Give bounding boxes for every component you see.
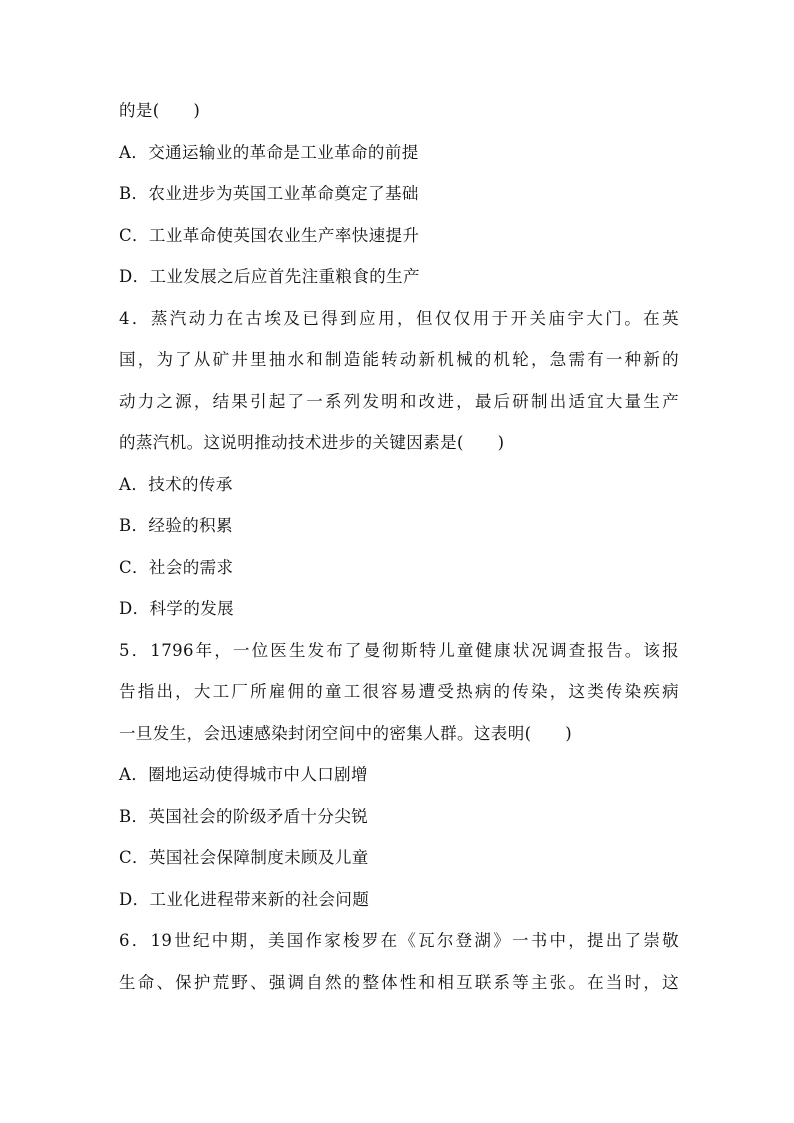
- question-4-stem-line-2: 国，为了从矿井里抽水和制造能转动新机械的机轮，急需有一种新的: [119, 350, 679, 369]
- question-4-option-d: D．科学的发展: [119, 599, 235, 618]
- question-5-option-a: A．圈地运动使得城市中人口剧增: [119, 765, 368, 784]
- question-3-option-a: A．交通运输业的革命是工业革命的前提: [119, 142, 419, 162]
- question-5-stem-line-2: 告指出，大工厂所雇佣的童工很容易遭受热病的传染，这类传染疾病: [119, 682, 679, 701]
- question-4-stem-line-3: 动力之源，结果引起了一系列发明和改进，最后研制出适宜大量生产: [119, 391, 679, 411]
- question-5-stem-line-1: 5．1796年，一位医生发布了曼彻斯特儿童健康状况调查报告。该报: [119, 640, 679, 660]
- question-5-option-c: C．英国社会保障制度未顾及儿童: [119, 848, 369, 867]
- question-6-stem-line-1: 6．19世纪中期，美国作家梭罗在《瓦尔登湖》一书中，提出了崇敬: [119, 931, 679, 950]
- question-5-stem-line-3: 一旦发生，会迅速感染封闭空间中的密集人群。这表明( ): [119, 723, 573, 743]
- question-text-body: [119, 101, 679, 1014]
- question-4-option-c: C．社会的需求: [119, 557, 234, 577]
- question-3-option-d: D．工业发展之后应首先注重粮食的生产: [119, 267, 420, 286]
- question-3-option-c: C．工业革命使英国农业生产率快速提升: [119, 225, 420, 245]
- question-4-option-a: A．技术的传承: [119, 474, 233, 494]
- question-5-option-d: D．工业化进程带来新的社会问题: [119, 889, 370, 909]
- question-3-stem-tail: 的是( ): [119, 101, 201, 120]
- question-5-option-b: B．英国社会的阶级矛盾十分尖锐: [119, 806, 369, 826]
- question-4-stem-line-4: 的蒸汽机。这说明推动技术进步的关键因素是( ): [119, 433, 505, 452]
- question-3-option-b: B．农业进步为英国工业革命奠定了基础: [119, 184, 419, 203]
- question-4-stem-line-1: 4．蒸汽动力在古埃及已得到应用，但仅仅用于开关庙宇大门。在英: [119, 308, 679, 328]
- question-6-stem-line-2: 生命、保护荒野、强调自然的整体性和相互联系等主张。在当时，这: [119, 972, 679, 992]
- question-4-option-b: B．经验的积累: [119, 516, 233, 535]
